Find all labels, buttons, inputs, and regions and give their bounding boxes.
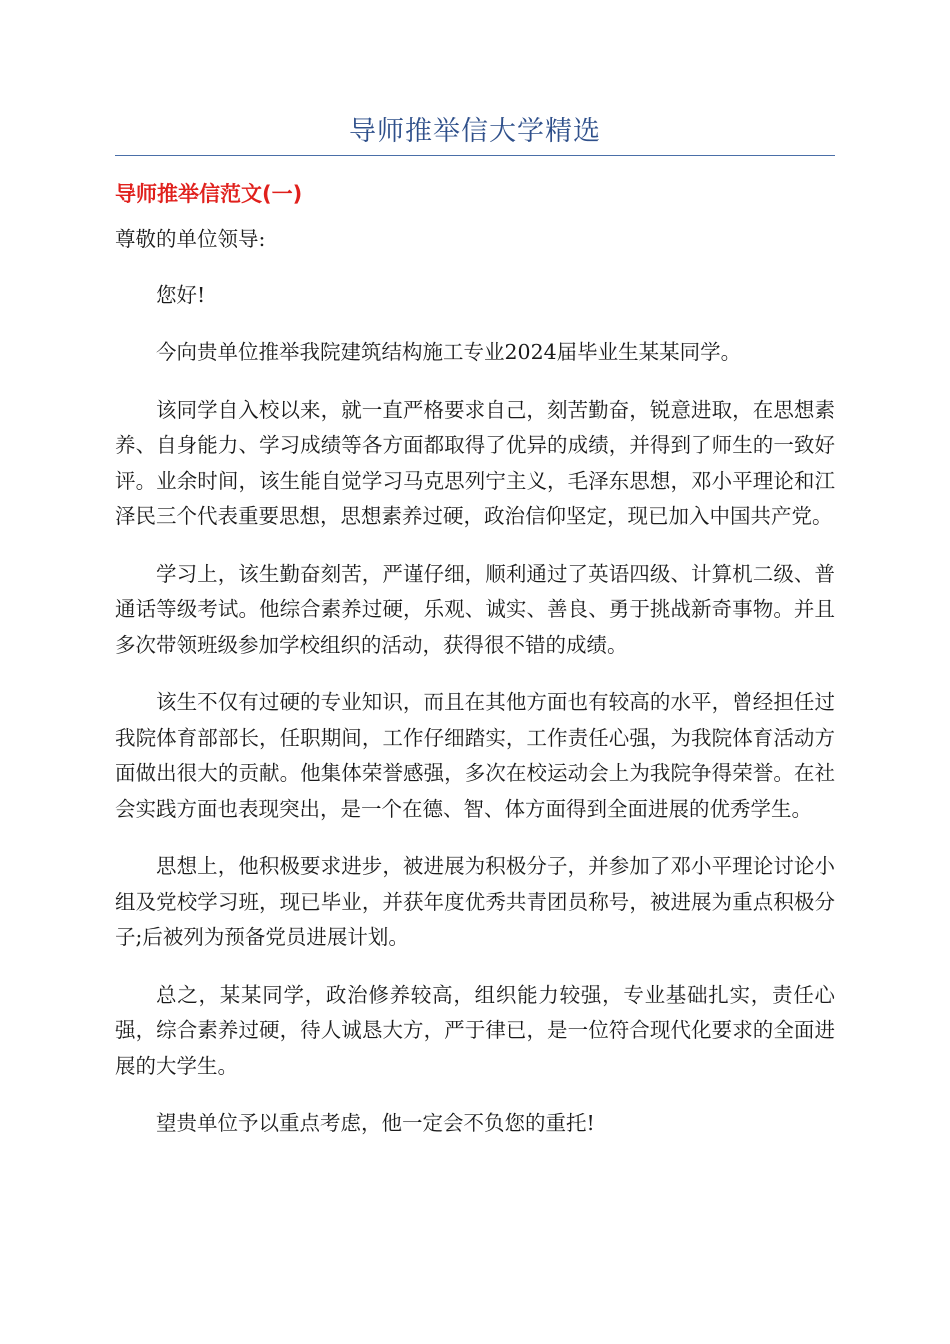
paragraph-recommendation: 今向贵单位推举我院建筑结构施工专业2024届毕业生某某同学。 bbox=[156, 340, 742, 364]
section-heading: 导师推举信范文(一) bbox=[115, 182, 303, 206]
title-divider bbox=[115, 155, 835, 156]
paragraph-greeting: 您好! bbox=[156, 282, 206, 307]
paragraph-study: 学习上，该生勤奋刻苦，严谨仔细，顺利通过了英语四级、计算机二级、普通话等级考试。他综合素养过硬，乐观、诚实、善良、勇于挑战新奇事物。并且多次带领班级参加学校组织的活动，获得很不错的成绩。 bbox=[115, 561, 835, 657]
paragraph-ideology: 思想上，他积极要求进步，被进展为积极分子，并参加了邓小平理论讨论小组及党校学习班，现已毕业，并获年度优秀共青团员称号，被进展为重点积极分子;后被列为预备党员进展计划。 bbox=[115, 854, 835, 949]
salutation: 尊敬的单位领导: bbox=[115, 227, 266, 251]
paragraph-summary: 总之，某某同学，政治修养较高，组织能力较强，专业基础扎实，责任心强，综合素养过硬，待人诚恳大方，严于律已，是一位符合现代化要求的全面进展的大学生。 bbox=[115, 982, 835, 1078]
paragraph-activities: 该生不仅有过硬的专业知识，而且在其他方面也有较高的水平，曾经担任过我院体育部部长，任职期间，工作仔细踏实，工作责任心强，为我院体育活动方面做出很大的贡献。他集体荣誉感强，多次在校运动会上为我院争得荣誉。在社会实践方面也表现突出，是一个在德、智、体方面得到全面进展的优秀学生。 bbox=[115, 690, 835, 821]
letter-body bbox=[115, 222, 835, 1164]
paragraph-character: 该同学自入校以来，就一直严格要求自己，刻苦勤奋，锐意进取，在思想素养、自身能力、学习成绩等各方面都取得了优异的成绩，并得到了师生的一致好评。业余时间，该生能自觉学习马克思列宁主义，毛泽东思想，邓小平理论和江泽民三个代表重要思想，思想素养过硬，政治信仰坚定，现已加入中国共产党。 bbox=[115, 397, 835, 528]
document-title: 导师推举信大学精选 bbox=[349, 116, 601, 147]
paragraph-closing: 望贵单位予以重点考虑，他一定会不负您的重托! bbox=[156, 1111, 595, 1135]
